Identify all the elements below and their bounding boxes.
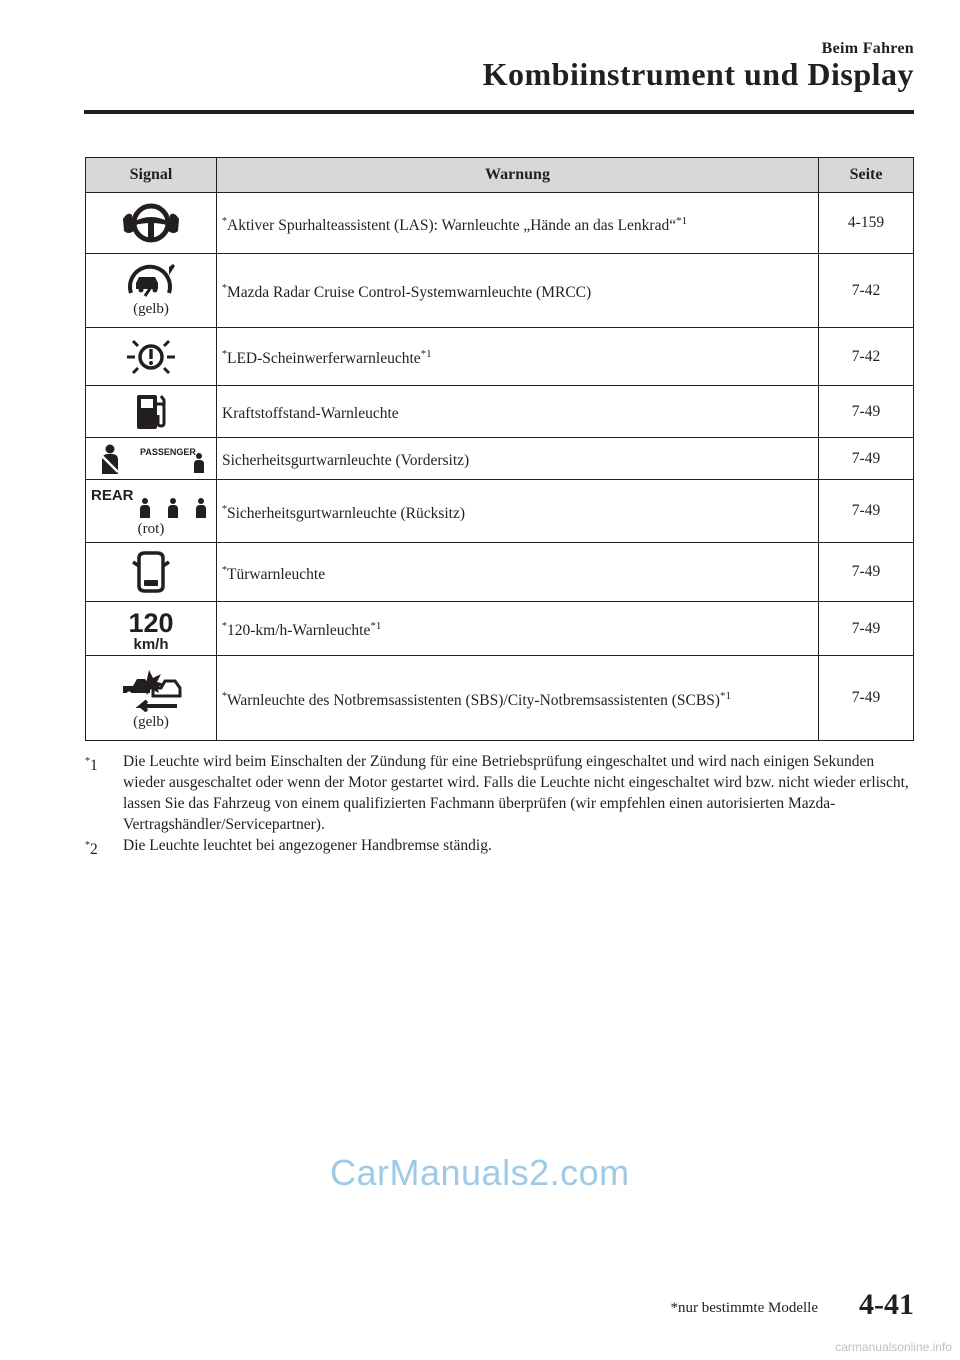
page-ref: 7-49 [819, 438, 914, 480]
warning-text: *Warnleuchte des Notbremsassistenten (SBS)/City-Notbremsassistenten (SCBS)$^{*1}$ [217, 656, 819, 741]
seatbelt-rear-icon [89, 485, 213, 519]
table-row [86, 328, 914, 386]
footnote-mark: *2 [85, 840, 98, 858]
page-ref: 7-49 [819, 602, 914, 656]
radar-cruise-warning-icon [125, 263, 177, 299]
signal-cell [86, 543, 217, 602]
footnote-text: Die Leuchte wird beim Einschalten der Zündung für eine Betriebsprüfung eingeschaltet und wird nach einigen Sekunden wieder ausgeschaltet oder wenn der Motor gestartet wird. Falls die Leuchte nicht eingeschaltet wird bzw. nicht wieder erlischt, lassen Sie das Fahrzeug von einem qualifizierten Fachmann überprüfen (wir empfehlen einen autorisierten Mazda-Vertragshändler/Servicepartner). [123, 753, 909, 833]
table-row [86, 386, 914, 438]
footnote [85, 751, 915, 835]
table-row [86, 602, 914, 656]
page-ref: 7-49 [819, 480, 914, 543]
seatbelt-passenger-icon [92, 442, 210, 476]
warning-text: Sicherheitsgurtwarnleuchte (Vordersitz) [217, 438, 819, 480]
signal-cell [86, 254, 217, 328]
page-ref: 4-159 [819, 193, 914, 254]
warning-text: *Sicherheitsgurtwarnleuchte (Rücksitz) [217, 480, 819, 543]
signal-caption: (gelb) [133, 301, 169, 317]
col-warnung: Warnung [217, 158, 819, 193]
door-ajar-icon [131, 550, 171, 594]
smart-brake-support-icon [119, 666, 183, 712]
warning-text: *Aktiver Spurhalteassistent (LAS): Warnleuchte „Hände an das Lenkrad“$^{*1}$ [217, 193, 819, 254]
svg-text:120: 120 [128, 607, 174, 638]
page-header [483, 40, 914, 93]
chapter-title: Kombiinstrument und Display [482, 56, 914, 92]
warning-text: *120-km/h-Warnleuchte$^{*1}$ [217, 602, 819, 656]
warning-text: Kraftstoffstand-Warnleuchte [217, 386, 819, 438]
table-row [86, 543, 914, 602]
page-ref: 7-49 [819, 543, 914, 602]
warning-text: *Türwarnleuchte [217, 543, 819, 602]
footnote [85, 835, 915, 860]
col-seite: Seite [819, 158, 914, 193]
footnotes [85, 751, 915, 860]
header-rule [84, 110, 914, 114]
col-signal: Signal [86, 158, 217, 193]
signal-cell [86, 438, 217, 480]
signal-cell [86, 480, 217, 543]
warning-text: *LED-Scheinwerferwarnleuchte$^{*1}$ [217, 328, 819, 386]
table-row [86, 438, 914, 480]
warning-light-table [85, 157, 914, 741]
led-headlight-warning-icon [123, 335, 179, 379]
footnote-text: Die Leuchte leuchtet bei angezogener Handbremse ständig. [123, 837, 492, 854]
warning-text: *Mazda Radar Cruise Control-Systemwarnleuchte (MRCC) [217, 254, 819, 328]
section-title: Beim Fahren [821, 40, 914, 57]
page-number: 4-41 [859, 1288, 914, 1321]
page-ref: 7-49 [819, 656, 914, 741]
signal-cell [86, 656, 217, 741]
svg-text:REAR: REAR [91, 486, 134, 504]
signal-cell [86, 193, 217, 254]
page-ref: 7-42 [819, 328, 914, 386]
signal-caption: (rot) [137, 520, 165, 537]
signal-cell [86, 602, 217, 656]
table-row [86, 193, 914, 254]
table-row [86, 656, 914, 741]
page-ref: 7-42 [819, 254, 914, 328]
signal-cell [86, 328, 217, 386]
signal-caption: (gelb) [133, 713, 169, 730]
footnote-mark: *1 [85, 756, 98, 774]
signal-cell [86, 386, 217, 438]
table-header-row [86, 158, 914, 193]
models-note: *nur bestimmte Modelle [670, 1300, 818, 1316]
speed-120-icon [123, 606, 179, 652]
svg-text:km/h: km/h [133, 635, 169, 652]
svg-text:PASSENGER: PASSENGER [140, 446, 196, 457]
page-ref: 7-49 [819, 386, 914, 438]
fuel-pump-icon [133, 392, 169, 432]
steering-wheel-hands-icon [120, 201, 182, 245]
watermark-secondary: carmanualsonline.info [835, 1340, 952, 1354]
table-row [86, 254, 914, 328]
watermark: CarManuals2.com [330, 1152, 630, 1193]
table-row [86, 480, 914, 543]
